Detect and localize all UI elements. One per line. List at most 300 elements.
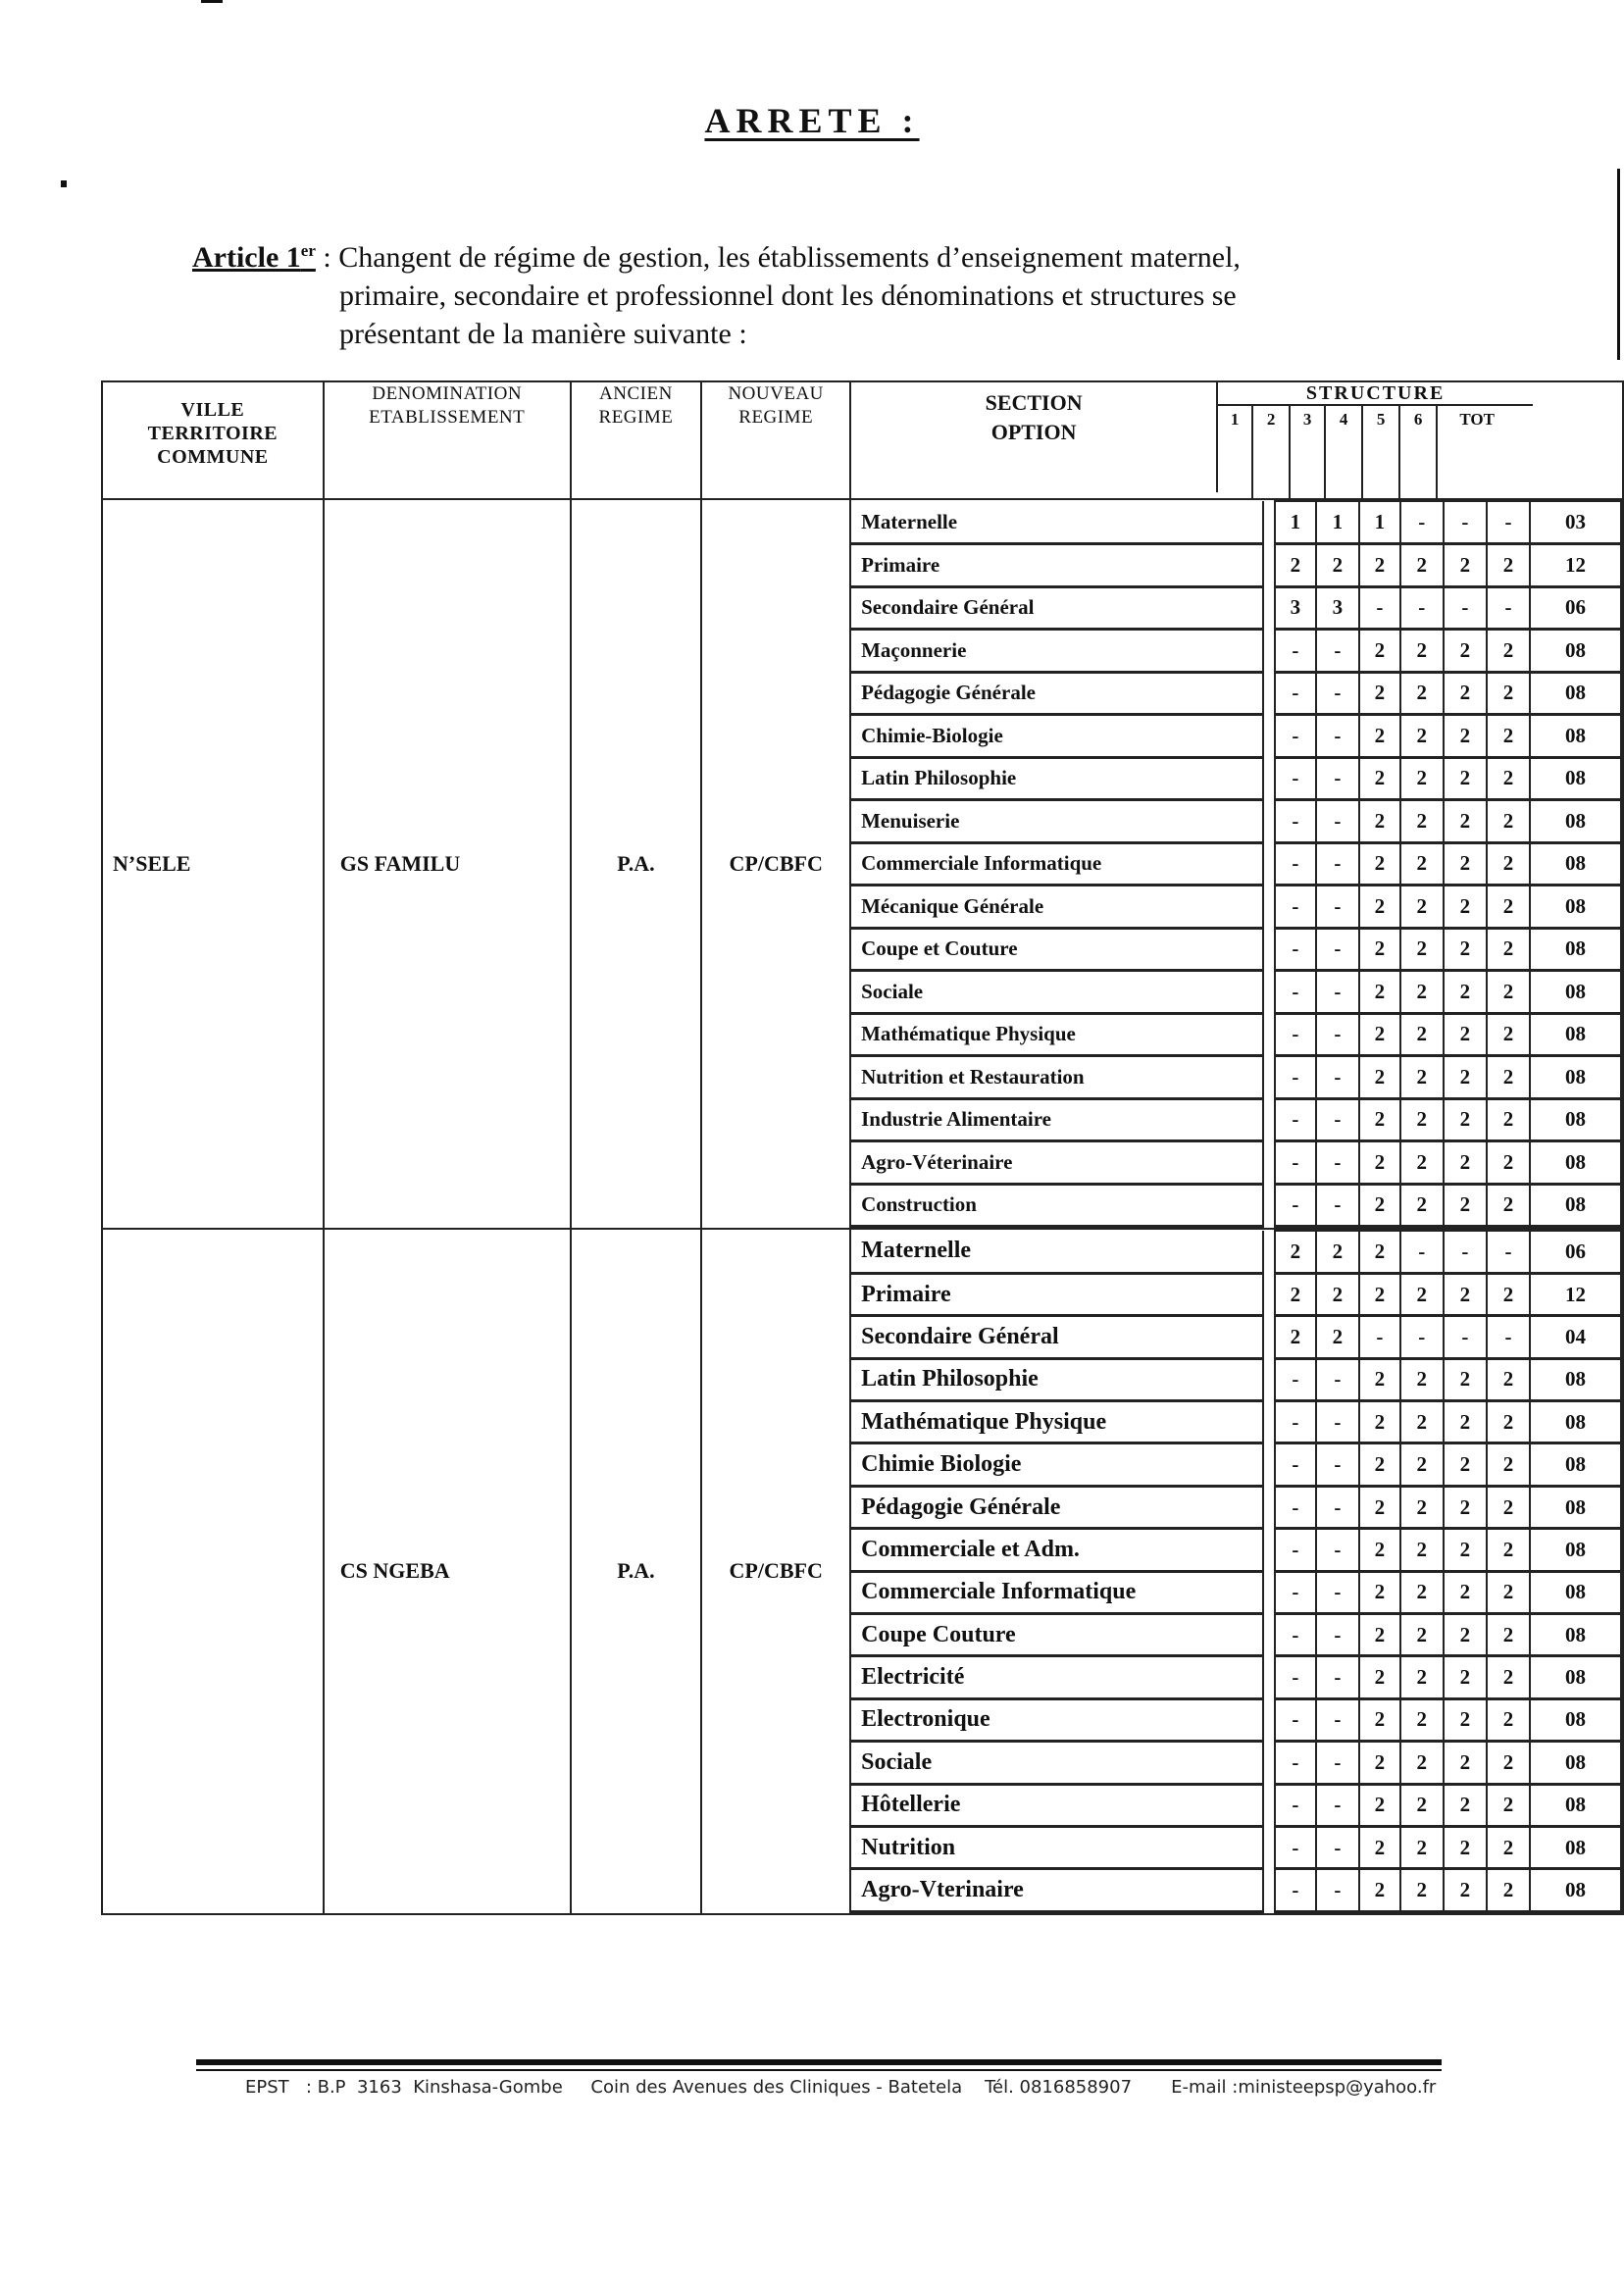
value-year-3: 2 (1359, 757, 1400, 800)
structure-col-3: 3 (1291, 406, 1326, 498)
table-row (851, 1656, 1621, 1698)
value-total: 08 (1530, 715, 1621, 758)
value-year-2: - (1316, 1486, 1359, 1528)
article-line-2: primaire, secondaire et professionnel dont les dénominations et structures se (339, 279, 1237, 312)
spacer (1263, 1231, 1275, 1273)
value-year-5: 2 (1444, 1098, 1487, 1141)
value-total: 06 (1530, 1231, 1621, 1273)
value-year-5: 2 (1444, 630, 1487, 673)
value-total: 08 (1530, 1401, 1621, 1443)
table-row (851, 715, 1621, 758)
value-year-6: 2 (1487, 1141, 1530, 1185)
spacer (1263, 1184, 1275, 1227)
value-year-1: 2 (1275, 544, 1316, 587)
value-year-5: 2 (1444, 971, 1487, 1014)
value-year-1: 2 (1275, 1231, 1316, 1273)
value-year-4: 2 (1400, 1742, 1444, 1784)
table-row (851, 544, 1621, 587)
spacer (1263, 971, 1275, 1014)
spacer (1263, 1141, 1275, 1185)
value-total: 08 (1530, 630, 1621, 673)
spacer (1263, 1273, 1275, 1315)
value-year-6: 2 (1487, 842, 1530, 886)
spacer (1263, 630, 1275, 673)
option-name: Commerciale Informatique (851, 842, 1263, 886)
value-total: 12 (1530, 544, 1621, 587)
value-year-5: 2 (1444, 1656, 1487, 1698)
value-year-3: 2 (1359, 1401, 1400, 1443)
value-year-4: 2 (1400, 544, 1444, 587)
value-year-5: 2 (1444, 1013, 1487, 1056)
value-year-2: - (1316, 1614, 1359, 1656)
cell-nouveau-regime: CP/CBFC (701, 499, 850, 1229)
option-name: Hôtellerie (851, 1784, 1263, 1826)
value-year-1: - (1275, 1826, 1316, 1868)
value-year-2: - (1316, 800, 1359, 843)
value-year-1: - (1275, 800, 1316, 843)
value-year-5: - (1444, 501, 1487, 544)
spacer (1263, 715, 1275, 758)
option-name: Construction (851, 1184, 1263, 1227)
option-name: Mathématique Physique (851, 1013, 1263, 1056)
table-row (851, 1698, 1621, 1741)
value-year-1: - (1275, 715, 1316, 758)
option-name: Maternelle (851, 501, 1263, 544)
table-row (851, 586, 1621, 630)
value-year-5: 2 (1444, 1486, 1487, 1528)
value-year-4: 2 (1400, 1013, 1444, 1056)
value-year-6: 2 (1487, 1529, 1530, 1571)
value-year-4: 2 (1400, 1443, 1444, 1486)
value-year-4: 2 (1400, 1056, 1444, 1099)
value-year-6: 2 (1487, 1826, 1530, 1868)
value-year-4: 2 (1400, 757, 1444, 800)
table-row (851, 1401, 1621, 1443)
value-year-3: 2 (1359, 544, 1400, 587)
value-total: 03 (1530, 501, 1621, 544)
value-year-3: 2 (1359, 1184, 1400, 1227)
value-year-1: - (1275, 630, 1316, 673)
table-row (851, 1784, 1621, 1826)
value-year-4: - (1400, 501, 1444, 544)
scan-mark-right (1617, 169, 1620, 360)
value-year-5: 2 (1444, 1056, 1487, 1099)
value-year-2: - (1316, 1443, 1359, 1486)
value-year-2: 2 (1316, 1231, 1359, 1273)
value-year-3: 2 (1359, 1784, 1400, 1826)
spacer (1263, 757, 1275, 800)
value-year-4: 2 (1400, 1529, 1444, 1571)
spacer (1263, 1098, 1275, 1141)
spacer (1263, 1443, 1275, 1486)
spacer (1263, 1784, 1275, 1826)
value-year-2: - (1316, 1098, 1359, 1141)
value-year-2: - (1316, 757, 1359, 800)
cell-denomination: GS FAMILU (324, 499, 571, 1229)
option-name: Coupe Couture (851, 1614, 1263, 1656)
value-year-6: 2 (1487, 672, 1530, 715)
spacer (1263, 501, 1275, 544)
structure-col-6: 6 (1400, 406, 1438, 498)
value-year-3: - (1359, 1316, 1400, 1358)
table-row (851, 757, 1621, 800)
cell-ville (102, 1229, 324, 1914)
value-total: 04 (1530, 1316, 1621, 1358)
value-total: 08 (1530, 1529, 1621, 1571)
value-total: 08 (1530, 800, 1621, 843)
spacer (1263, 1614, 1275, 1656)
value-year-3: 2 (1359, 1443, 1400, 1486)
value-year-5: 2 (1444, 1784, 1487, 1826)
option-name: Chimie Biologie (851, 1443, 1263, 1486)
table-row (851, 1056, 1621, 1099)
value-year-3: 2 (1359, 842, 1400, 886)
value-total: 08 (1530, 1656, 1621, 1698)
option-name: Latin Philosophie (851, 757, 1263, 800)
value-total: 08 (1530, 1184, 1621, 1227)
table-row (851, 1869, 1621, 1911)
value-year-6: 2 (1487, 800, 1530, 843)
value-year-1: 2 (1275, 1273, 1316, 1315)
spacer (1263, 1571, 1275, 1613)
value-year-3: 2 (1359, 1742, 1400, 1784)
spacer (1263, 1358, 1275, 1400)
schools-table (101, 380, 1624, 1915)
value-year-1: - (1275, 971, 1316, 1014)
scan-mark-dot (61, 180, 67, 187)
structure-col-5: 5 (1363, 406, 1400, 498)
spacer (1263, 1869, 1275, 1911)
value-year-5: 2 (1444, 928, 1487, 971)
value-year-4: 2 (1400, 1826, 1444, 1868)
value-year-2: - (1316, 672, 1359, 715)
value-year-1: - (1275, 1486, 1316, 1528)
article-label: Article 1er (192, 241, 316, 274)
spacer (1263, 928, 1275, 971)
value-year-5: 2 (1444, 1826, 1487, 1868)
value-year-6: 2 (1487, 1443, 1530, 1486)
value-year-5: 2 (1444, 757, 1487, 800)
option-name: Nutrition et Restauration (851, 1056, 1263, 1099)
spacer (1263, 586, 1275, 630)
value-year-6: 2 (1487, 757, 1530, 800)
value-year-1: - (1275, 1869, 1316, 1911)
value-year-6: 2 (1487, 1571, 1530, 1613)
value-year-3: 2 (1359, 1698, 1400, 1741)
table-row (851, 1742, 1621, 1784)
option-name: Maternelle (851, 1231, 1263, 1273)
value-year-3: 2 (1359, 971, 1400, 1014)
option-name: Latin Philosophie (851, 1358, 1263, 1400)
header-structure (1218, 382, 1533, 498)
footer-address: EPST : B.P 3163 Kinshasa-Gombe Coin des Avenues des Cliniques - Batetela Tél. 0816858907 E-mail :ministeepsp@yahoo.fr (245, 2077, 1437, 2098)
spacer (1263, 1656, 1275, 1698)
value-year-3: 2 (1359, 1529, 1400, 1571)
option-name: Secondaire Général (851, 586, 1263, 630)
value-year-6: - (1487, 1231, 1530, 1273)
value-year-1: - (1275, 1358, 1316, 1400)
value-year-2: - (1316, 1698, 1359, 1741)
table-row (851, 1231, 1621, 1273)
value-year-1: - (1275, 1401, 1316, 1443)
value-year-2: - (1316, 630, 1359, 673)
value-year-5: 2 (1444, 1571, 1487, 1613)
value-year-5: 2 (1444, 1869, 1487, 1911)
option-name: Primaire (851, 1273, 1263, 1315)
value-year-6: - (1487, 1316, 1530, 1358)
value-year-3: 2 (1359, 1013, 1400, 1056)
value-year-5: 2 (1444, 1141, 1487, 1185)
option-name: Mécanique Générale (851, 886, 1263, 929)
value-year-1: 2 (1275, 1316, 1316, 1358)
value-year-1: - (1275, 1742, 1316, 1784)
value-year-1: - (1275, 1656, 1316, 1698)
spacer (1263, 886, 1275, 929)
cell-options (850, 499, 1623, 1229)
option-name: Electronique (851, 1698, 1263, 1741)
value-year-2: - (1316, 1742, 1359, 1784)
option-name: Industrie Alimentaire (851, 1098, 1263, 1141)
value-year-6: 2 (1487, 1784, 1530, 1826)
spacer (1263, 842, 1275, 886)
value-year-2: - (1316, 1141, 1359, 1185)
table-group (102, 499, 1623, 1229)
value-year-1: - (1275, 1698, 1316, 1741)
value-year-4: 2 (1400, 1656, 1444, 1698)
value-year-4: 2 (1400, 1571, 1444, 1613)
value-year-6: 2 (1487, 1358, 1530, 1400)
cell-denomination: CS NGEBA (324, 1229, 571, 1914)
value-year-3: 2 (1359, 1056, 1400, 1099)
value-year-5: 2 (1444, 715, 1487, 758)
value-year-2: - (1316, 1656, 1359, 1698)
value-year-4: 2 (1400, 1358, 1444, 1400)
value-year-6: 2 (1487, 1273, 1530, 1315)
structure-col-2: 2 (1253, 406, 1291, 498)
value-year-2: - (1316, 1784, 1359, 1826)
value-total: 08 (1530, 928, 1621, 971)
value-year-3: 2 (1359, 800, 1400, 843)
value-year-6: 2 (1487, 1869, 1530, 1911)
article-line-1: Changent de régime de gestion, les établissements d’enseignement maternel, (338, 241, 1241, 274)
value-total: 08 (1530, 842, 1621, 886)
value-year-6: 2 (1487, 1013, 1530, 1056)
value-year-6: 2 (1487, 1184, 1530, 1227)
table-group (102, 1229, 1623, 1914)
value-year-4: 2 (1400, 886, 1444, 929)
value-year-4: 2 (1400, 928, 1444, 971)
value-year-6: 2 (1487, 928, 1530, 971)
spacer (1263, 1316, 1275, 1358)
table-row (851, 1184, 1621, 1227)
value-year-1: - (1275, 928, 1316, 971)
value-year-5: - (1444, 586, 1487, 630)
table-row (851, 501, 1621, 544)
value-year-5: 2 (1444, 1529, 1487, 1571)
spacer (1263, 1013, 1275, 1056)
value-year-2: 1 (1316, 501, 1359, 544)
table-row (851, 1443, 1621, 1486)
option-name: Nutrition (851, 1826, 1263, 1868)
value-year-6: 2 (1487, 1486, 1530, 1528)
value-year-3: 2 (1359, 928, 1400, 971)
value-year-4: 2 (1400, 1698, 1444, 1741)
structure-title: STRUCTURE (1218, 382, 1533, 406)
option-name: Pédagogie Générale (851, 672, 1263, 715)
option-name: Primaire (851, 544, 1263, 587)
value-year-1: - (1275, 1529, 1316, 1571)
value-year-5: 2 (1444, 544, 1487, 587)
spacer (1263, 1698, 1275, 1741)
option-name: Agro-Vterinaire (851, 1869, 1263, 1911)
value-total: 12 (1530, 1273, 1621, 1315)
value-year-3: 2 (1359, 1141, 1400, 1185)
table-row (851, 1098, 1621, 1141)
value-total: 08 (1530, 1443, 1621, 1486)
value-year-3: - (1359, 586, 1400, 630)
options-table (851, 1230, 1622, 1913)
value-total: 08 (1530, 1742, 1621, 1784)
spacer (1263, 1056, 1275, 1099)
value-year-2: - (1316, 928, 1359, 971)
value-year-4: - (1400, 586, 1444, 630)
value-year-2: - (1316, 715, 1359, 758)
value-year-1: - (1275, 1784, 1316, 1826)
value-year-3: 2 (1359, 1358, 1400, 1400)
value-year-2: - (1316, 886, 1359, 929)
value-year-1: - (1275, 1056, 1316, 1099)
value-year-1: - (1275, 1013, 1316, 1056)
header-nouveau-regime: NOUVEAU REGIME (701, 381, 850, 499)
value-year-2: - (1316, 1358, 1359, 1400)
value-year-1: - (1275, 1571, 1316, 1613)
value-year-4: 2 (1400, 1869, 1444, 1911)
value-total: 08 (1530, 672, 1621, 715)
value-year-4: 2 (1400, 1273, 1444, 1315)
table-row (851, 971, 1621, 1014)
table-row (851, 1614, 1621, 1656)
value-year-4: 2 (1400, 1098, 1444, 1141)
table-row (851, 1486, 1621, 1528)
value-year-3: 2 (1359, 1231, 1400, 1273)
value-year-2: - (1316, 1529, 1359, 1571)
spacer (1263, 544, 1275, 587)
value-year-5: 2 (1444, 1184, 1487, 1227)
value-year-3: 2 (1359, 1656, 1400, 1698)
spacer (1263, 800, 1275, 843)
value-year-6: 2 (1487, 1698, 1530, 1741)
value-year-6: 2 (1487, 886, 1530, 929)
option-name: Electricité (851, 1656, 1263, 1698)
value-year-2: - (1316, 971, 1359, 1014)
value-year-2: - (1316, 1826, 1359, 1868)
table-row (851, 842, 1621, 886)
value-total: 08 (1530, 886, 1621, 929)
table-row (851, 1571, 1621, 1613)
value-year-1: - (1275, 842, 1316, 886)
cell-ancien-regime: P.A. (571, 499, 702, 1229)
table-row (851, 672, 1621, 715)
value-year-4: - (1400, 1316, 1444, 1358)
value-total: 08 (1530, 757, 1621, 800)
value-year-2: - (1316, 1401, 1359, 1443)
value-year-5: 2 (1444, 1358, 1487, 1400)
cell-options (850, 1229, 1623, 1914)
value-year-6: 2 (1487, 1742, 1530, 1784)
table-row (851, 1141, 1621, 1185)
header-section: SECTION OPTION (851, 382, 1218, 492)
value-year-2: 3 (1316, 586, 1359, 630)
value-year-5: 2 (1444, 1273, 1487, 1315)
value-year-4: 2 (1400, 1486, 1444, 1528)
structure-col-1: 1 (1218, 406, 1253, 498)
table-row (851, 630, 1621, 673)
value-total: 08 (1530, 1869, 1621, 1911)
value-year-3: 2 (1359, 1486, 1400, 1528)
value-year-1: 3 (1275, 586, 1316, 630)
value-year-1: - (1275, 886, 1316, 929)
table-row (851, 1529, 1621, 1571)
value-year-1: - (1275, 1184, 1316, 1227)
value-year-4: 2 (1400, 842, 1444, 886)
table-row (851, 1316, 1621, 1358)
value-year-4: 2 (1400, 1401, 1444, 1443)
option-name: Sociale (851, 971, 1263, 1014)
value-year-1: - (1275, 757, 1316, 800)
value-year-1: - (1275, 1098, 1316, 1141)
value-year-6: 2 (1487, 630, 1530, 673)
value-year-5: 2 (1444, 1443, 1487, 1486)
value-total: 08 (1530, 1098, 1621, 1141)
spacer (1263, 1826, 1275, 1868)
value-year-4: - (1400, 1231, 1444, 1273)
value-year-6: 2 (1487, 1656, 1530, 1698)
value-year-1: - (1275, 1443, 1316, 1486)
cell-ville: N’SELE (102, 499, 324, 1229)
value-year-4: 2 (1400, 1141, 1444, 1185)
value-year-2: - (1316, 1184, 1359, 1227)
value-year-3: 2 (1359, 1614, 1400, 1656)
option-name: Chimie-Biologie (851, 715, 1263, 758)
value-year-2: 2 (1316, 1316, 1359, 1358)
value-year-4: 2 (1400, 1614, 1444, 1656)
value-year-1: - (1275, 672, 1316, 715)
value-year-5: 2 (1444, 1614, 1487, 1656)
value-year-5: - (1444, 1316, 1487, 1358)
value-year-1: 1 (1275, 501, 1316, 544)
option-name: Pédagogie Générale (851, 1486, 1263, 1528)
value-year-2: - (1316, 842, 1359, 886)
value-year-6: - (1487, 586, 1530, 630)
value-year-5: 2 (1444, 842, 1487, 886)
value-year-5: 2 (1444, 1742, 1487, 1784)
value-year-3: 2 (1359, 1098, 1400, 1141)
value-year-6: 2 (1487, 544, 1530, 587)
value-year-3: 1 (1359, 501, 1400, 544)
value-year-3: 2 (1359, 630, 1400, 673)
table-row (851, 1358, 1621, 1400)
value-total: 08 (1530, 1614, 1621, 1656)
option-name: Menuiserie (851, 800, 1263, 843)
spacer (1263, 1529, 1275, 1571)
value-total: 08 (1530, 1698, 1621, 1741)
value-total: 08 (1530, 1826, 1621, 1868)
table-row (851, 1826, 1621, 1868)
value-year-6: 2 (1487, 1401, 1530, 1443)
header-section-structure (850, 381, 1623, 499)
value-total: 06 (1530, 586, 1621, 630)
value-year-5: 2 (1444, 800, 1487, 843)
